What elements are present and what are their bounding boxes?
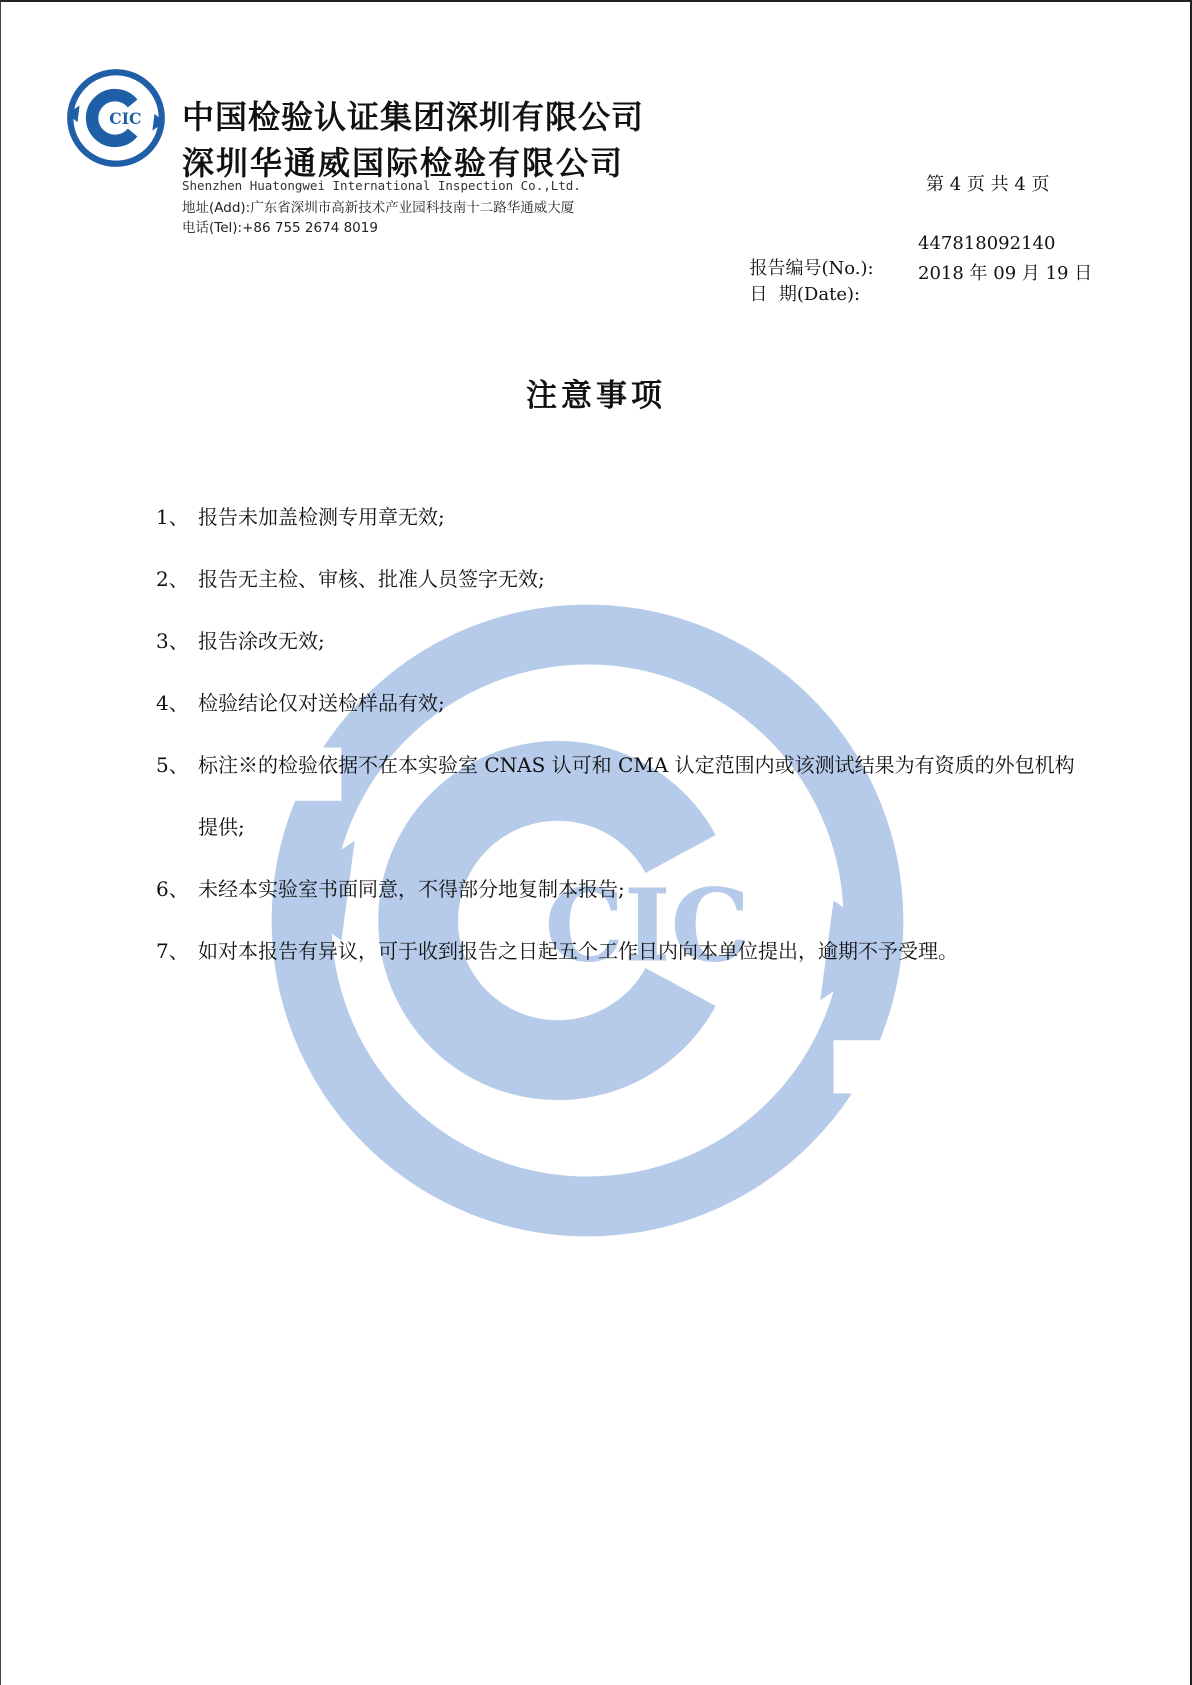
note-item [156, 858, 1076, 920]
note-number: 6、 [156, 877, 189, 901]
report-date-value: 2018 年 09 月 19 日 [918, 263, 1093, 284]
note-number: 3、 [156, 629, 189, 653]
note-text: 如对本报告有异议，可于收到报告之日起五个工作日内向本单位提出，逾期不予受理。 [198, 939, 958, 963]
note-item [156, 548, 1076, 610]
company-name-cn-line2: 深圳华通威国际检验有限公司 [182, 144, 625, 182]
note-number: 7、 [156, 939, 189, 963]
report-number-label: 报告编号(No.): [749, 258, 874, 279]
document-title: 注意事项 [526, 378, 666, 414]
note-number: 1、 [156, 505, 189, 529]
note-number: 4、 [156, 691, 189, 715]
report-number-value: 447818092140 [918, 233, 1056, 254]
note-item [156, 486, 1076, 548]
note-text: 报告未加盖检测专用章无效; [198, 505, 445, 529]
note-text: 报告无主检、审核、批准人员签字无效; [198, 567, 545, 591]
note-text: 标注※的检验依据不在本实验室 CNAS 认可和 CMA 认定范围内或该测试结果为有资质的外包机构提供; [198, 753, 1075, 839]
company-telephone: 电话(Tel):+86 755 2674 8019 [182, 220, 378, 236]
company-name-en: Shenzhen Huatongwei International Inspection Co.,Ltd. [182, 178, 581, 193]
note-text: 检验结论仅对送检样品有效; [198, 691, 445, 715]
note-item [156, 672, 1076, 734]
company-name-cn-line1: 中国检验认证集团深圳有限公司 [182, 98, 645, 136]
report-date-label: 日 期(Date): [749, 284, 861, 305]
note-item [156, 734, 1076, 858]
company-address: 地址(Add):广东省深圳市高新技术产业园科技南十二路华通威大厦 [182, 200, 575, 216]
note-number: 5、 [156, 753, 189, 777]
cic-logo-icon [64, 66, 168, 170]
report-date-row [738, 259, 1093, 327]
note-number: 2、 [156, 567, 189, 591]
note-item [156, 610, 1076, 672]
note-item [156, 920, 1076, 982]
note-text: 未经本实验室书面同意，不得部分地复制本报告; [198, 877, 625, 901]
watermark-logo-text: CIC [544, 866, 751, 985]
notes-list [156, 486, 1076, 985]
note-text: 报告涂改无效; [198, 629, 325, 653]
page-counter: 第 4 页 共 4 页 [926, 174, 1050, 195]
logo-text: CIC [109, 109, 142, 129]
